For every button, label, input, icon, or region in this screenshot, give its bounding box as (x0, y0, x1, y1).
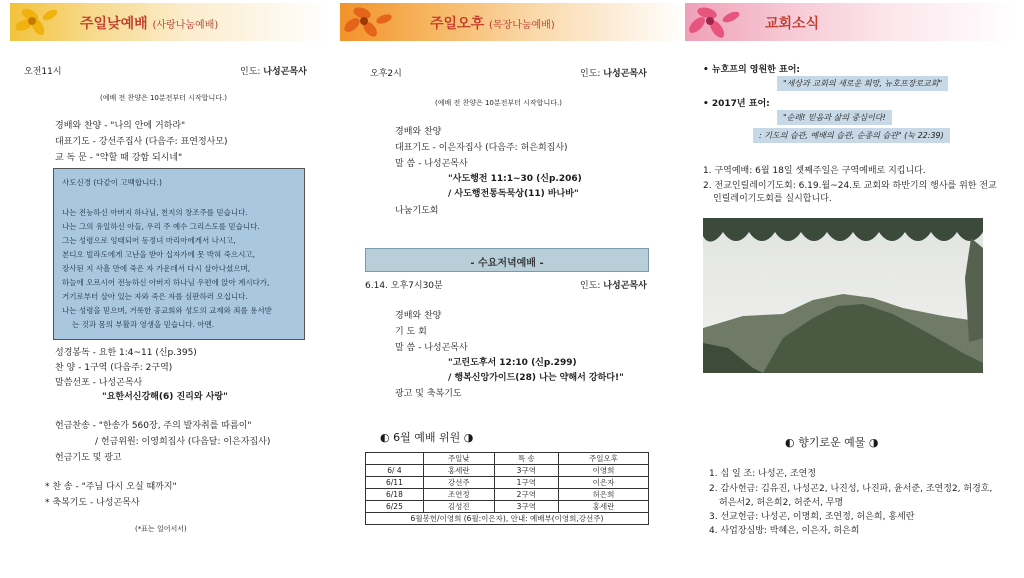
banner-title: 주일낮예배 (사랑나눔예배) (80, 16, 219, 32)
news-item: 1. 구역예배: 6월 18일 셋째주일은 구역예배로 지킵니다. (703, 166, 926, 176)
order-item: 경배와 찬양 (395, 127, 442, 137)
table-row (366, 477, 649, 489)
offering-item: 4. 사업장심방: 박혜은, 이은자, 허은희 (709, 526, 860, 536)
creed-line: 하늘에 오르시어 전능하신 아버지 하나님 우편에 앉아 계시다가, (62, 278, 270, 287)
prelude-note: (예배 전 찬양은 10분전부터 시작합니다.) (435, 99, 562, 107)
table-cell: 1구역 (494, 477, 558, 489)
news-item: 2. 전교인릴레이기도회: 6.19.월~24.토 교회와 하반기의 행사를 위한 전교 (703, 181, 997, 191)
table-row (366, 489, 649, 501)
banner-title: 주일오후 (목장나눔예배) (430, 16, 555, 32)
scripture: "사도행전 11:1~30 (신p.206) (448, 174, 582, 184)
offering-item: 허은서2, 허은희2, 허준서, 무명 (719, 498, 844, 508)
order-item: 성경봉독 - 요한 1:4~11 (신p.395) (55, 348, 197, 358)
sermon-title: "요한서신강해(6) 진리와 사랑" (102, 392, 228, 402)
banner-sunday-morning (10, 3, 330, 41)
scripture: / 행복신앙가이드(28) 나는 약해서 강하다!" (448, 373, 624, 383)
table-cell: 김성진 (423, 501, 494, 513)
table-header: 특 송 (494, 453, 558, 465)
wednesday-service-header: - 수요저녁예배 - (365, 248, 649, 272)
service-time: 6.14. 오후7시30분 (365, 281, 443, 291)
table-footer: 6월봉헌/이영희 (6월:이은자), 안내: 예배부(이영희,강선주) (366, 513, 649, 525)
table-cell: 3구역 (494, 465, 558, 477)
scripture: / 사도행전통독묵상(11) 바나바" (448, 189, 579, 199)
table-cell: 이영희 (558, 465, 648, 477)
order-item: 헌금기도 및 광고 (55, 453, 122, 463)
motto-text: : 기도의 습관, 예배의 습관, 순종의 습관" (눅 22:39) (753, 128, 950, 143)
creed-line: 거기로부터 살아 있는 자와 죽은 자를 심판하러 오십니다. (62, 292, 248, 301)
motto-text: "세상과 교회의 새로운 희망, 뉴호프장로교회" (777, 76, 948, 91)
column-sunday-morning (0, 0, 340, 578)
table-cell: 3구역 (494, 501, 558, 513)
worship-roster-table (365, 452, 649, 525)
offering-item: 1. 십 일 조: 나성곤, 조연정 (709, 469, 817, 479)
table-cell: 6/25 (366, 501, 424, 513)
creed-line: 나는 성령을 믿으며, 거룩한 공교회와 성도의 교제와 죄를 용서받 (62, 306, 272, 315)
table-header (366, 453, 424, 465)
prelude-note: (예배 전 찬양은 10분전부터 시작합니다.) (100, 94, 227, 102)
orange-flower-icon (340, 3, 402, 41)
banner-church-news (685, 3, 1015, 41)
news-item: 인릴레이기도회를 실시합니다. (713, 194, 832, 204)
order-item: / 헌금위원: 이영희집사 (다음달: 이은자집사) (95, 437, 271, 447)
pink-flower-icon (685, 3, 747, 41)
yellow-flower-icon (10, 3, 72, 41)
creed-line: 장사된 지 사흘 만에 죽은 자 가운데서 다시 살아나셨으며, (62, 264, 251, 273)
roster-title: ◐ 6월 예배 위원 ◑ (380, 431, 474, 444)
table-cell: 홍세란 (558, 501, 648, 513)
scripture: "고린도후서 12:10 (신p.299) (448, 358, 577, 368)
service-time: 오전11시 (24, 67, 62, 77)
column-sunday-afternoon (340, 0, 685, 578)
table-cell: 홍세란 (423, 465, 494, 477)
order-item: 교 독 문 - "약할 때 강함 되시네" (55, 153, 183, 163)
order-item: 경배와 찬양 - "나의 안에 거하라" (55, 121, 186, 131)
banner-sunday-afternoon (340, 3, 685, 41)
banner-title: 교회소식 (765, 16, 820, 32)
offering-item: 3. 선교헌금: 나성곤, 이명희, 조연정, 허은희, 홍세란 (709, 512, 915, 522)
table-cell: 허은희 (558, 489, 648, 501)
creed-line: 나는 그의 유일하신 아들, 우리 주 예수 그리스도를 믿습니다. (62, 222, 260, 231)
creed-line: 본디오 빌라도에게 고난을 받아 십자가에 못 박혀 죽으시고, (62, 250, 255, 259)
table-cell: 강선주 (423, 477, 494, 489)
order-item: 대표기도 - 이은자집사 (다음주: 허은희집사) (395, 143, 568, 153)
creed-line: 는 것과 몸의 부활과 영생을 믿습니다. 아멘. (72, 320, 215, 329)
leader: 인도: 나성곤목사 (580, 69, 647, 79)
creed-title: 사도신경 (다같이 고백합니다.) (62, 178, 162, 187)
offering-item: 2. 감사헌금: 김유진, 나성곤2, 나진성, 나진파, 윤서준, 조연정2, 허경호, (709, 484, 993, 494)
table-header: 주일낮 (423, 453, 494, 465)
table-row (366, 465, 649, 477)
order-item: 말씀선포 - 나성곤목사 (55, 378, 143, 388)
column-church-news (685, 0, 1024, 578)
order-item: 기 도 회 (395, 327, 427, 337)
table-cell: 6/11 (366, 477, 424, 489)
creed-line: 그는 성령으로 잉태되어 동정녀 마리아에게서 나시고, (62, 236, 236, 245)
table-footer-row (366, 513, 649, 525)
table-header-row (366, 453, 649, 465)
order-item: 대표기도 - 강선주집사 (다음주: 표연정사모) (55, 137, 228, 147)
order-item: 경배와 찬양 (395, 311, 442, 321)
creed-line: 나는 전능하신 아버지 하나님, 천지의 창조주를 믿습니다. (62, 208, 248, 217)
motto-label: • 2017년 표어: (703, 99, 770, 109)
apostles-creed-box (53, 168, 305, 340)
order-item: 말 씀 - 나성곤목사 (395, 343, 468, 353)
table-cell: 6/ 4 (366, 465, 424, 477)
offering-title: ◐ 향기로운 예물 ◑ (785, 436, 879, 449)
order-item: 광고 및 축복기도 (395, 389, 462, 399)
order-item: 헌금찬송 - "한송가 560장, 주의 발자취를 따름이" (55, 421, 252, 431)
table-cell: 조연정 (423, 489, 494, 501)
leader: 인도: 나성곤목사 (240, 67, 307, 77)
order-item: * 찬 송 - "주님 다시 오실 때까지" (45, 482, 177, 492)
table-cell: 2구역 (494, 489, 558, 501)
footnote: (*표는 일어서서) (135, 525, 187, 533)
motto-label: • 뉴호프의 영원한 표어: (703, 65, 800, 75)
order-item: * 축복기도 - 나성곤목사 (45, 498, 140, 508)
order-item: 나눔기도회 (395, 206, 439, 216)
service-time: 오후2시 (370, 69, 402, 79)
leader: 인도: 나성곤목사 (580, 281, 647, 291)
order-item: 말 씀 - 나성곤목사 (395, 159, 468, 169)
table-row (366, 501, 649, 513)
mountain-photo (703, 218, 983, 373)
order-item: 찬 양 - 1구역 (다음주: 2구역) (55, 363, 173, 373)
table-cell: 6/18 (366, 489, 424, 501)
motto-text: "순례! 믿음과 삶의 중심이다! (777, 110, 892, 125)
table-cell: 이은자 (558, 477, 648, 489)
table-header: 주일오후 (558, 453, 648, 465)
